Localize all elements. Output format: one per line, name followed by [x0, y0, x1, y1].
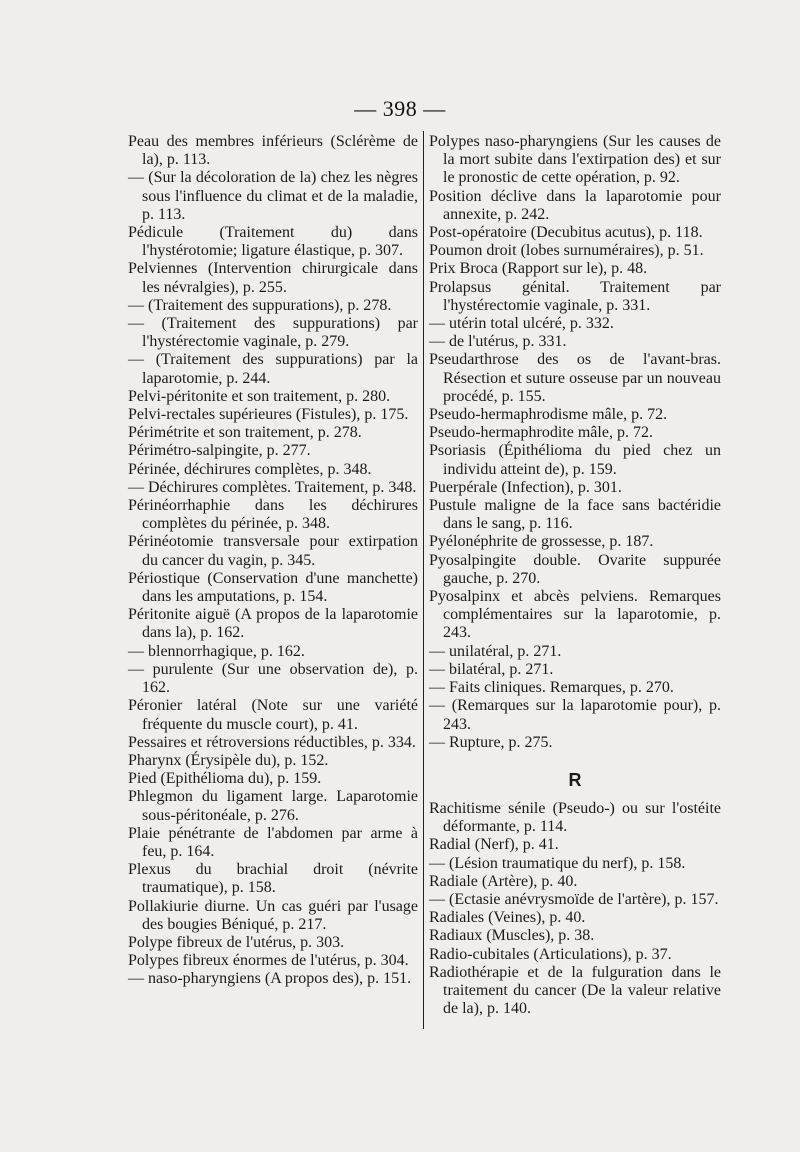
index-entry: Périmétrite et son traitement, p. 278.	[128, 424, 362, 442]
index-entry: Péronier latéral (Note sur une variété fréquente du muscle court), p. 41.	[128, 697, 418, 733]
index-entry: — purulente (Sur une observation de), p. 162.	[128, 660, 418, 697]
index-entry: Pustule maligne de la face sans bactéridie dans le sang, p. 116.	[429, 497, 721, 533]
index-entry: — (Remarques sur la laparotomie pour), p. 243.	[429, 697, 721, 733]
left-column	[128, 133, 418, 989]
index-entry: Post-opératoire (Decubitus acutus), p. 118.	[429, 224, 703, 242]
index-entry: — (Sur la décoloration de la) chez les nègres sous l'influence du climat et de la maladie, p. 113.	[128, 169, 418, 223]
index-entry: Pelviennes (Intervention chirurgicale dans les névralgies), p. 255.	[128, 260, 418, 296]
index-entry: — (Traitement des suppurations) par l'hystérectomie vaginale, p. 279.	[128, 315, 418, 351]
index-entry: Périnéotomie transversale pour extirpation du cancer du vagin, p. 345.	[128, 533, 418, 569]
index-entry: Radiales (Veines), p. 40.	[429, 909, 586, 927]
index-entry: Pédicule (Traitement du) dans l'hystérotomie; ligature élastique, p. 307.	[128, 224, 418, 260]
index-entry: Radio-cubitales (Articulations), p. 37.	[429, 945, 672, 963]
index-entry: Polypes fibreux énormes de l'utérus, p. 304.	[128, 952, 409, 970]
index-entry: Pseudo-hermaphrodisme mâle, p. 72.	[429, 406, 668, 424]
index-entry: — (Lésion traumatique du nerf), p. 158.	[429, 854, 686, 872]
section-letter-r: R	[568, 769, 582, 790]
index-entry: Pharynx (Érysipèle du), p. 152.	[128, 751, 329, 769]
index-entry: — de l'utérus, p. 331.	[429, 333, 567, 351]
index-entry: Pseudarthrose des os de l'avant-bras. Résection et suture osseuse par un nouveau procédé, p. 155.	[429, 351, 721, 405]
index-entry: Pessaires et rétroversions réductibles, p. 334.	[128, 733, 416, 751]
index-entry: Prix Broca (Rapport sur le), p. 48.	[429, 260, 648, 278]
right-column-p-entries	[429, 133, 721, 752]
index-entry: Péritonite aiguë (A propos de la laparotomie dans la), p. 162.	[128, 606, 418, 642]
index-entry: — unilatéral, p. 271.	[429, 642, 562, 660]
index-entry: Radiothérapie et de la fulguration dans le traitement du cancer (De la valeur relative de la), p. 140.	[429, 963, 721, 1018]
index-entry: — Rupture, p. 275.	[429, 733, 553, 751]
index-entry: Pyélonéphrite de grossesse, p. 187.	[429, 533, 654, 551]
index-entry: Radiale (Artère), p. 40.	[429, 872, 578, 890]
index-entry: Périnéorrhaphie dans les déchirures complètes du périnée, p. 348.	[128, 497, 418, 533]
index-entry: Phlegmon du ligament large. Laparotomie sous-péritonéale, p. 276.	[128, 788, 418, 824]
index-entry: — Déchirures complètes. Traitement, p. 348.	[128, 478, 417, 496]
right-column-r-entries	[429, 800, 721, 1018]
index-entry: Périmétro-salpingite, p. 277.	[128, 442, 311, 460]
index-entry: Prolapsus génital. Traitement par l'hystérectomie vaginale, p. 331.	[429, 278, 721, 314]
index-entry: Poumon droit (lobes surnuméraires), p. 51.	[429, 242, 704, 260]
index-entry: Plaie pénétrante de l'abdomen par arme à feu, p. 164.	[128, 824, 418, 860]
right-column	[429, 133, 721, 1018]
index-entry: Périostique (Conservation d'une manchette) dans les amputations, p. 154.	[128, 569, 418, 606]
index-entry: Pyosalpingite double. Ovarite suppurée gauche, p. 270.	[429, 551, 721, 587]
index-entry: Peau des membres inférieurs (Sclérème de la), p. 113.	[128, 133, 418, 169]
index-entry: Radial (Nerf), p. 41.	[429, 836, 559, 854]
column-divider	[423, 131, 424, 1029]
index-entry: — (Traitement des suppurations), p. 278.	[128, 296, 392, 314]
index-entry: — (Traitement des suppurations) par la laparotomie, p. 244.	[128, 351, 418, 387]
index-entry: Radiaux (Muscles), p. 38.	[429, 927, 595, 945]
index-entry: Périnée, déchirures complètes, p. 348.	[128, 460, 372, 478]
index-entry: Plexus du brachial droit (névrite traumatique), p. 158.	[128, 861, 418, 897]
index-entry: Polypes naso-pharyngiens (Sur les causes de la mort subite dans l'extirpation des) et sur le pronostic de cette opération, p. 92.	[429, 133, 721, 187]
index-entry: — utérin total ulcéré, p. 332.	[429, 315, 614, 333]
index-entry: Polype fibreux de l'utérus, p. 303.	[128, 933, 345, 951]
index-entry: — Faits cliniques. Remarques, p. 270.	[429, 679, 674, 697]
index-entry: — bilatéral, p. 271.	[429, 660, 554, 678]
index-entry: — blennorrhagique, p. 162.	[128, 642, 305, 660]
index-entry: Pyosalpinx et abcès pelviens. Remarques complémentaires sur la laparotomie, p. 243.	[429, 588, 721, 642]
index-entry: Rachitisme sénile (Pseudo-) ou sur l'ostéite déformante, p. 114.	[429, 799, 721, 836]
index-entry: Pelvi-péritonite et son traitement, p. 280.	[128, 387, 391, 405]
index-entry: — naso-pharyngiens (A propos des), p. 151.	[128, 970, 412, 988]
index-entry: Pelvi-rectales supérieures (Fistules), p. 175.	[128, 406, 409, 424]
index-entry: Puerpérale (Infection), p. 301.	[429, 478, 622, 496]
index-entry: Pseudo-hermaphrodite mâle, p. 72.	[429, 424, 653, 442]
index-entry: — (Ectasie anévrysmoïde de l'artère), p. 157.	[429, 890, 719, 908]
index-entry: Pied (Epithélioma du), p. 159.	[128, 770, 322, 788]
page-number: — 398 —	[354, 96, 446, 121]
index-entry: Position déclive dans la laparotomie pour annexite, p. 242.	[429, 187, 721, 223]
index-entry: Psoriasis (Épithélioma du pied chez un individu atteint de), p. 159.	[429, 442, 721, 478]
index-entry: Pollakiurie diurne. Un cas guéri par l'usage des bougies Béniqué, p. 217.	[128, 897, 418, 933]
